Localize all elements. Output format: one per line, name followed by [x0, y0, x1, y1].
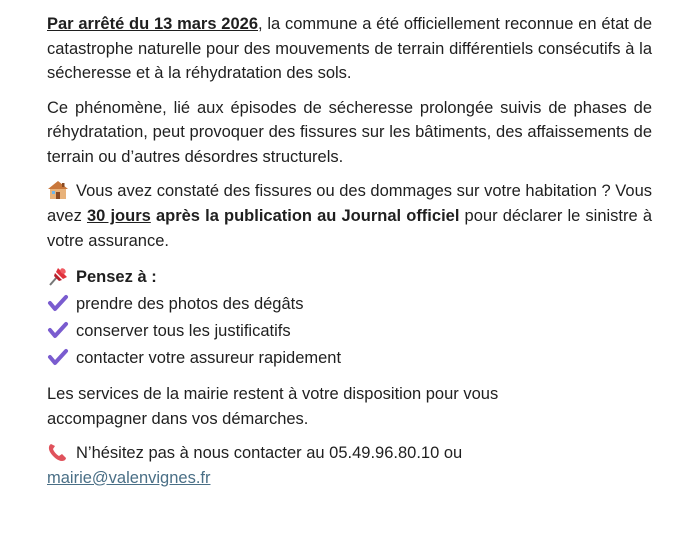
check-mark-icon — [47, 320, 69, 340]
list-item-text: conserver tous les justificatifs — [76, 322, 291, 340]
list-item — [47, 291, 652, 318]
deadline-condition: après la publication au Journal officiel — [150, 207, 460, 225]
support-paragraph — [47, 382, 567, 431]
house-icon — [47, 180, 69, 200]
pushpin-icon — [47, 266, 69, 286]
declaration-tail: pour déclarer le sinistre à votre assurance. — [47, 207, 652, 250]
declaration-paragraph — [47, 179, 652, 254]
checklist-title: Pensez à : — [76, 268, 157, 286]
intro-paragraph — [47, 12, 652, 86]
list-item-text: prendre des photos des dégâts — [76, 295, 304, 313]
intro-text: , la commune a été officiellement reconnue en état de catastrophe naturelle pour des mouvements de terrain différentiels consécutifs à la sécheresse et à la réhydratation des sols. — [47, 15, 652, 82]
email-link[interactable]: mairie@valenvignes.fr — [47, 468, 211, 487]
contact-paragraph — [47, 441, 517, 490]
announcement — [47, 12, 652, 500]
decree-date: Par arrêté du 13 mars 2026 — [47, 15, 259, 33]
checklist-title-line — [47, 264, 652, 291]
phenomenon-text: Ce phénomène, lié aux épisodes de sécheresse prolongée suivis de phases de réhydratation, peut provoquer des fissures sur les bâtiments, des affaissements de terrain ou d’autres désordres structurels. — [47, 98, 652, 166]
support-text: Les services de la mairie restent à votre disposition pour vous accompagner dans vos démarches. — [47, 385, 499, 428]
list-item-text: contacter votre assureur rapidement — [76, 349, 342, 367]
list-item — [47, 345, 652, 372]
deadline-days: 30 jours — [86, 207, 151, 225]
declaration-lead: Vous avez constaté des fissures ou des dommages sur votre habitation ? Vous avez — [47, 182, 653, 225]
telephone-icon — [47, 442, 69, 462]
check-mark-icon — [47, 347, 69, 367]
list-item — [47, 318, 652, 345]
checklist — [47, 291, 652, 372]
contact-text: N’hésitez pas à nous contacter au 05.49.96.80.10 ou — [76, 444, 463, 462]
check-mark-icon — [47, 293, 69, 313]
phenomenon-paragraph — [47, 96, 652, 170]
